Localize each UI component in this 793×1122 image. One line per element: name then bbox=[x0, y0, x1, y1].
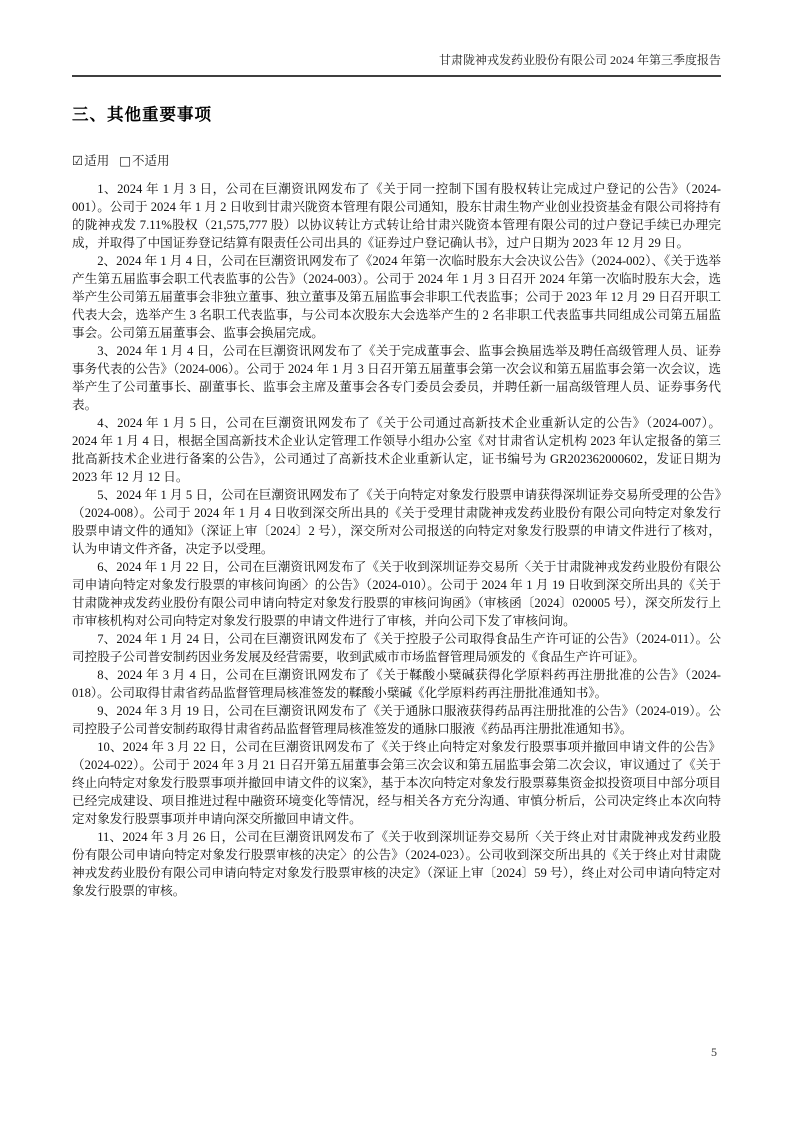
unchecked-checkbox-icon: □ bbox=[119, 153, 132, 168]
paragraph-list bbox=[72, 180, 721, 900]
not-applicable-option bbox=[119, 153, 169, 169]
report-paragraph: 9、2024 年 3 月 19 日，公司在巨潮资讯网发布了《关于通脉口服液获得药品再注册批准的公告》（2024-019）。公司控股子公司普安制药取得甘肃省药品监督管理局核准签发的通脉口服液《药品再注册批准通知书》。 bbox=[72, 704, 721, 736]
applicability-line bbox=[72, 153, 721, 169]
section-title: 三、其他重要事项 bbox=[72, 106, 212, 124]
checked-checkbox-icon: ☑ bbox=[72, 153, 84, 168]
report-paragraph: 4、2024 年 1 月 5 日，公司在巨潮资讯网发布了《关于公司通过高新技术企业重新认定的公告》（2024-007）。2024 年 1 月 4 日，根据全国高新技术企业认定管理工作领导小组办公室《对甘肃省认定机构 2023 年认定报备的第三批高新技术企业进行备案的公告》，公司通过了高新技术企业重新认定，证书编号为 GR202362000602，发证日期为 2023 年 12 月 12 日。 bbox=[72, 416, 721, 484]
report-paragraph: 6、2024 年 1 月 22 日，公司在巨潮资讯网发布了《关于收到深圳证券交易所〈关于甘肃陇神戎发药业股份有限公司申请向特定对象发行股票的审核问询函〉的公告》（2024-010）。公司于 2024 年 1 月 19 日收到深交所出具的《关于甘肃陇神戎发药业股份有限公司申请向特定对象发行股票的审核问询函》（审核函〔2024〕020005 号），深交所发行上市审核机构对公司向特定对象发行股票的申请文件进行了审核，并向公司下发了审核问询。 bbox=[72, 560, 721, 628]
report-paragraph: 1、2024 年 1 月 3 日，公司在巨潮资讯网发布了《关于同一控制下国有股权转让完成过户登记的公告》（2024-001）。公司于 2024 年 1 月 2 日收到甘肃兴陇资本管理有限公司通知，股东甘肃生物产业创业投资基金有限公司将持有的陇神戎发 7.11%股权（21,575,777 股）以协议转让方式转让给甘肃兴陇资本管理有限公司的过户登记手续已办理完成，并取得了中国证券登记结算有限责任公司出具的《证券过户登记确认书》，过户日期为 2023 年 12 月 29 日。 bbox=[72, 182, 721, 250]
document-header bbox=[72, 52, 721, 77]
not-applicable-label: 不适用 bbox=[132, 154, 170, 168]
report-paragraph: 5、2024 年 1 月 5 日，公司在巨潮资讯网发布了《关于向特定对象发行股票申请获得深圳证券交易所受理的公告》（2024-008）。公司于 2024 年 1 月 4 日收到深交所出具的《关于受理甘肃陇神戎发药业股份有限公司向特定对象发行股票申请文件的通知》（深证上审〔2024〕2 号），深交所对公司报送的向特定对象发行股票的申请文件进行了核对，认为申请文件齐备，决定予以受理。 bbox=[72, 488, 721, 556]
report-paragraph: 11、2024 年 3 月 26 日，公司在巨潮资讯网发布了《关于收到深圳证券交易所〈关于终止对甘肃陇神戎发药业股份有限公司申请向特定对象发行股票审核的决定〉的公告》（2024-023）。公司收到深交所出具的《关于终止对甘肃陇神戎发药业股份有限公司申请向特定对象发行股票审核的决定》（深证上审〔2024〕59 号），终止对公司申请向特定对象发行股票的审核。 bbox=[72, 830, 721, 898]
document-header-title: 甘肃陇神戎发药业股份有限公司 2024 年第三季度报告 bbox=[438, 53, 721, 67]
report-paragraph: 10、2024 年 3 月 22 日，公司在巨潮资讯网发布了《关于终止向特定对象发行股票事项并撤回申请文件的公告》（2024-022）。公司于 2024 年 3 月 21 日召开第五届董事会第三次会议和第五届监事会第二次会议，审议通过了《关于终止向特定对象发行股票事项并撤回申请文件的议案》，基于本次向特定对象发行股票募集资金拟投资项目中部分项目已经完成建设、项目推进过程中融资环境变化等情况，经与相关各方充分沟通、审慎分析后，公司决定终止本次向特定对象发行股票事项并申请向深交所撤回申请文件。 bbox=[72, 740, 721, 826]
page-number: 5 bbox=[711, 1045, 717, 1059]
report-paragraph: 8、2024 年 3 月 4 日，公司在巨潮资讯网发布了《关于鞣酸小檗碱获得化学原料药再注册批准的公告》（2024-018）。公司取得甘肃省药品监督管理局核准签发的鞣酸小檗碱《化学原料药再注册批准通知书》。 bbox=[72, 668, 721, 700]
applicable-label: 适用 bbox=[84, 154, 110, 168]
report-paragraph: 3、2024 年 1 月 4 日，公司在巨潮资讯网发布了《关于完成董事会、监事会换届选举及聘任高级管理人员、证券事务代表的公告》（2024-006）。公司于 2024 年 1 月 3 日召开第五届董事会第一次会议和第五届监事会第一次会议，选举产生了公司董事长、副董事长、监事会主席及董事会各专门委员会委员，并聘任新一届高级管理人员、证券事务代表。 bbox=[72, 344, 721, 412]
report-paragraph: 2、2024 年 1 月 4 日，公司在巨潮资讯网发布了《2024 年第一次临时股东大会决议公告》（2024-002）、《关于选举产生第五届监事会职工代表监事的公告》（2024-003）。公司于 2024 年 1 月 3 日召开 2024 年第一次临时股东大会，选举产生公司第五届董事会非独立董事、独立董事及第五届监事会非职工代表监事；公司于 2023 年 12 月 29 日召开职工代表大会，选举产生 3 名职工代表监事，与公司本次股东大会选举产生的 2 名非职工代表监事共同组成公司第五届监事会。公司第五届董事会、监事会换届完成。 bbox=[72, 254, 721, 340]
applicable-option bbox=[72, 153, 109, 169]
report-paragraph: 7、2024 年 1 月 24 日，公司在巨潮资讯网发布了《关于控股子公司取得食品生产许可证的公告》（2024-011）。公司控股子公司普安制药因业务发展及经营需要，收到武威市市场监督管理局颁发的《食品生产许可证》。 bbox=[72, 632, 721, 664]
